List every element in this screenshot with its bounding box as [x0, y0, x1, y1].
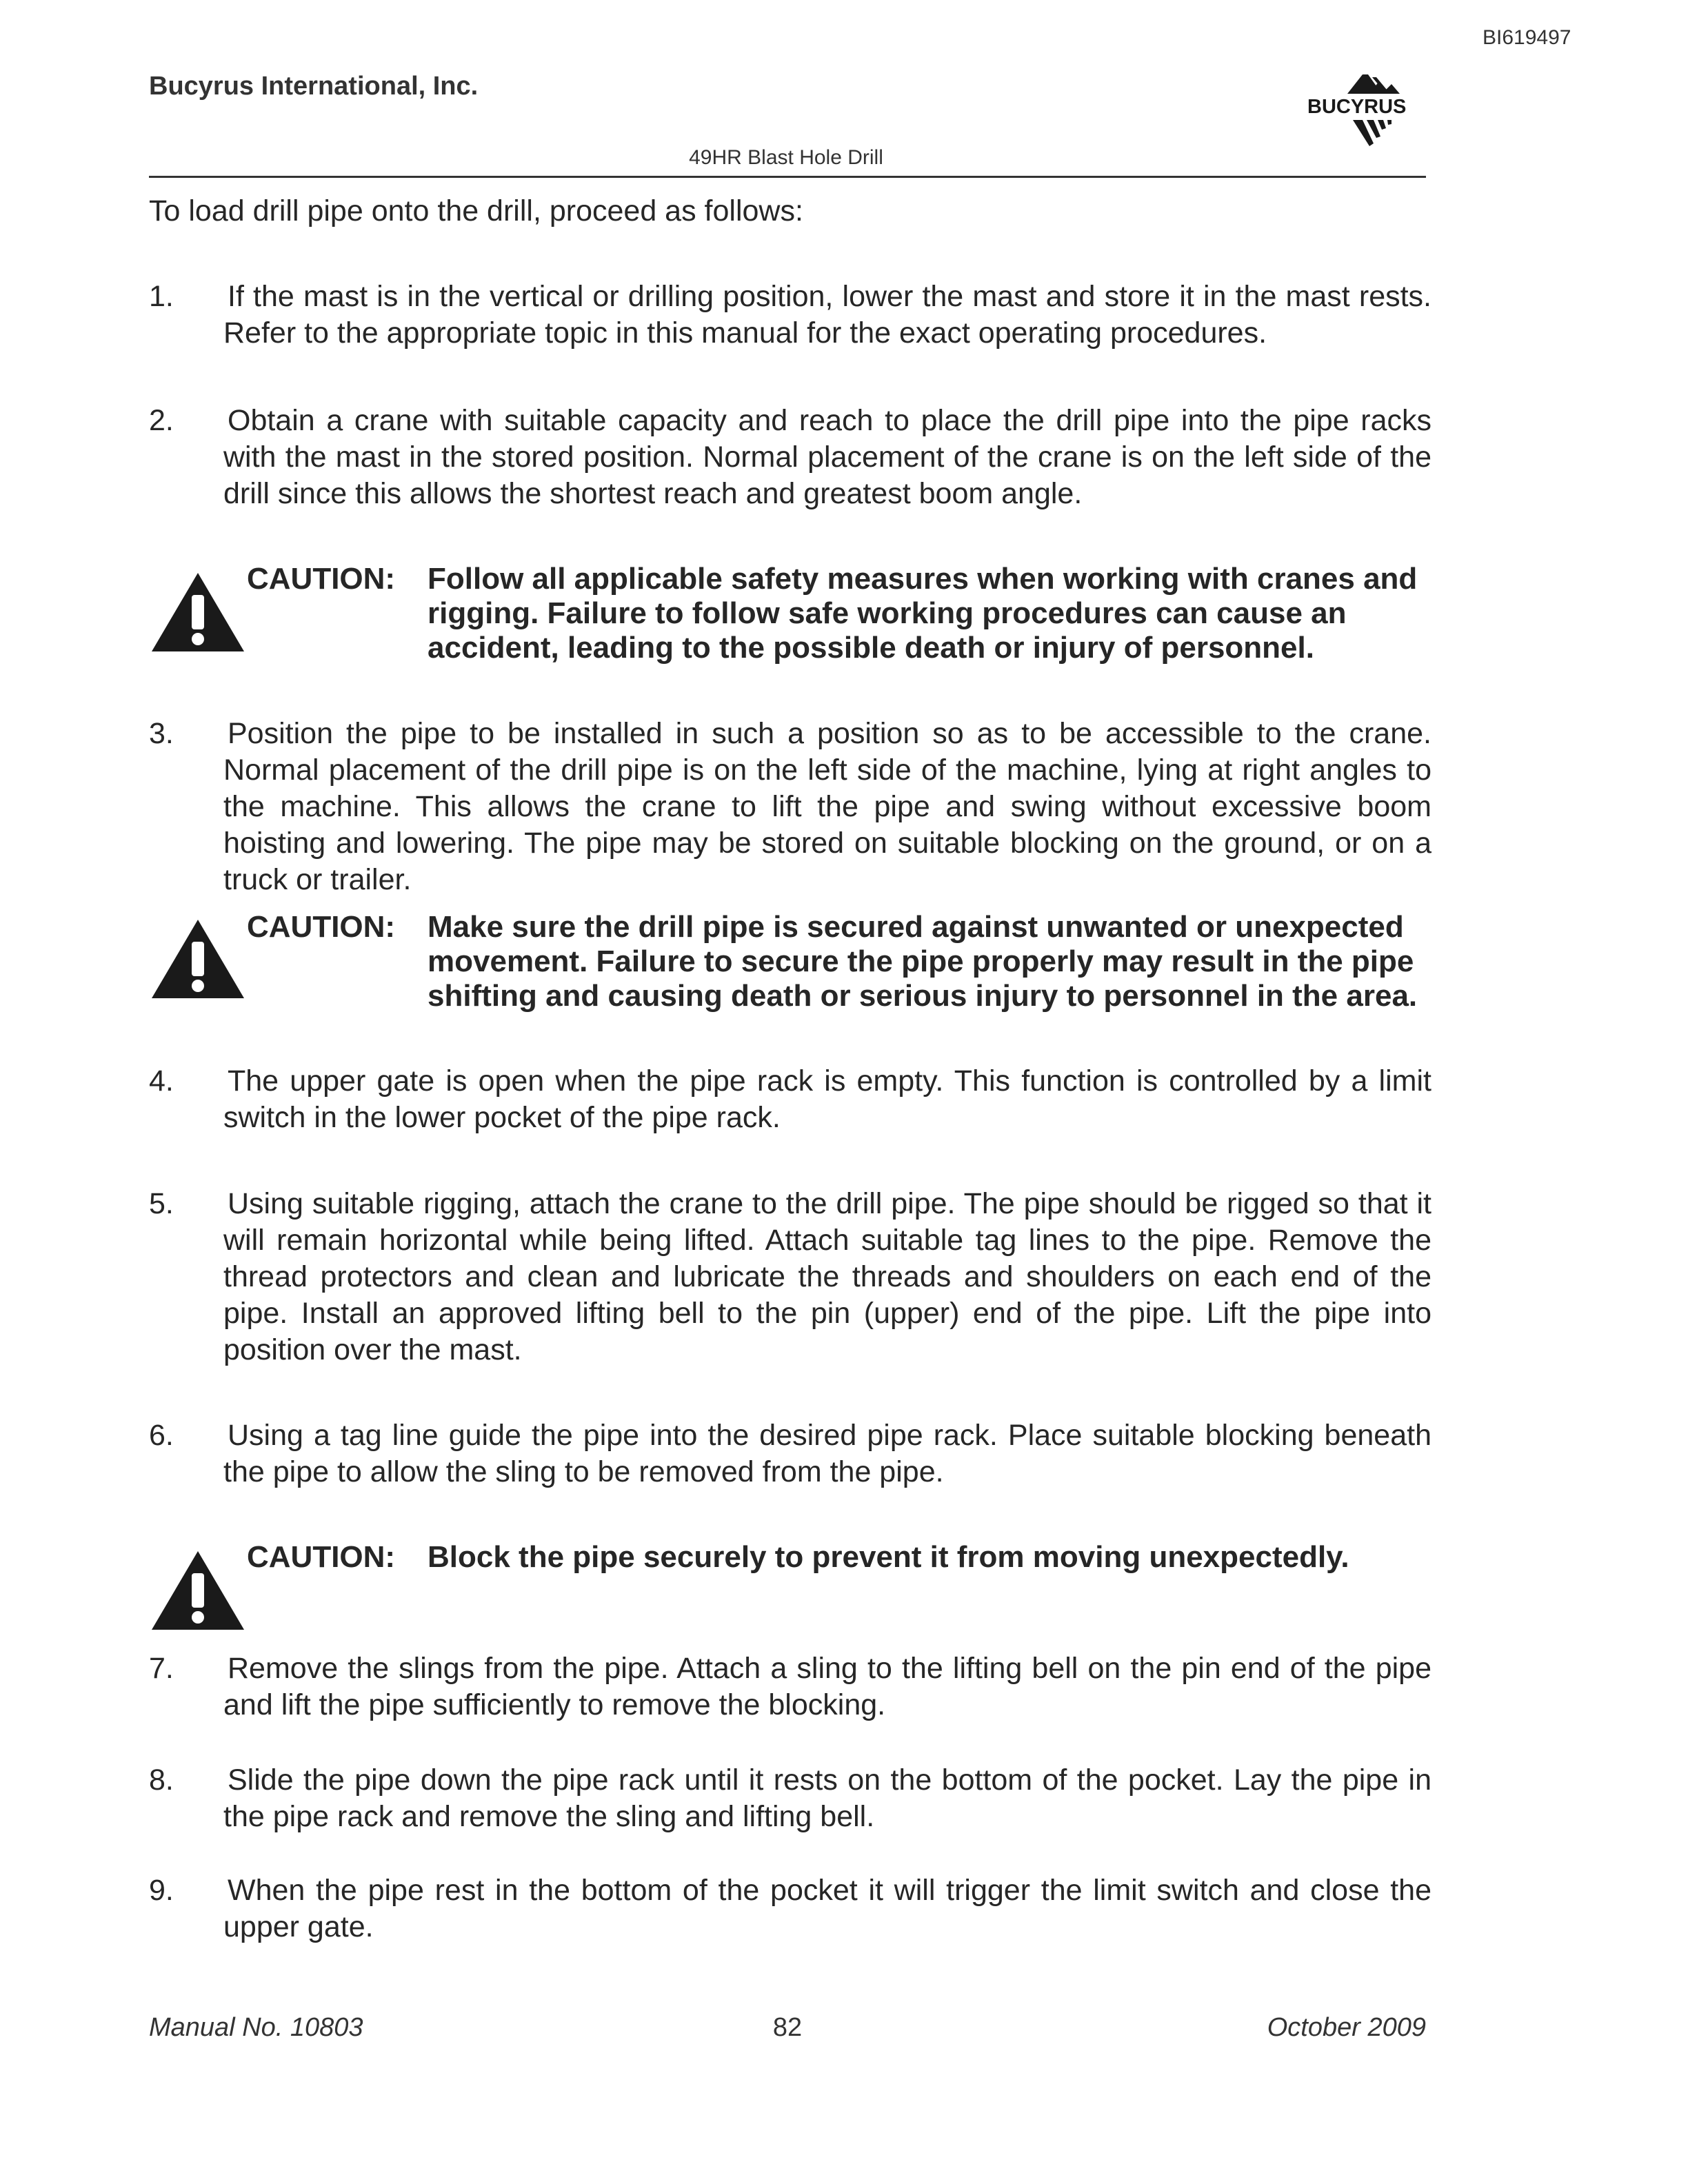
caution-text: Make sure the drill pipe is secured against unwanted or unexpected movement. Failure to secure the pipe properly may result in the pipe shifting and causing death or serious injury to personnel in the area.: [428, 910, 1418, 1013]
step-number: 5.: [149, 1187, 174, 1220]
warning-triangle-icon: [149, 916, 247, 1002]
step-4: [149, 1063, 1431, 1136]
step-7: [149, 1650, 1431, 1723]
step-5: [149, 1186, 1431, 1368]
step-1: [149, 279, 1431, 352]
step-number: 6.: [149, 1419, 174, 1452]
warning-triangle-icon: [149, 1547, 247, 1634]
step-number: 2.: [149, 404, 174, 437]
step-text: Using suitable rigging, attach the crane to the drill pipe. The pipe should be rigged so that it will remain horizontal while being lifted. Attach suitable tag lines to the pipe. Remove the thread protectors and clean and lubricate the threads and shoulders on each end of the pipe. Install an approved lifting bell to the pin (upper) end of the pipe. Lift the pipe into position over the mast.: [223, 1187, 1431, 1366]
company-name: Bucyrus International, Inc.: [149, 72, 479, 101]
caution-label: CAUTION:: [247, 910, 396, 944]
step-text: Slide the pipe down the pipe rack until it rests on the bottom of the pocket. Lay the pipe in the pipe rack and remove the sling and lifting bell.: [223, 1763, 1431, 1833]
caution-block-3: [149, 1540, 1431, 1575]
step-text: Remove the slings from the pipe. Attach a sling to the lifting bell on the pin end of the pipe and lift the pipe sufficiently to remove the blocking.: [223, 1652, 1431, 1721]
step-text: Using a tag line guide the pipe into the desired pipe rack. Place suitable blocking beneath the pipe to allow the sling to be removed from the pipe.: [223, 1419, 1431, 1488]
step-number: 8.: [149, 1763, 174, 1797]
step-number: 3.: [149, 717, 174, 750]
intro-paragraph: To load drill pipe onto the drill, proceed as follows:: [149, 194, 803, 228]
step-number: 4.: [149, 1064, 174, 1098]
step-number: 9.: [149, 1874, 174, 1907]
logo-text: BUCYRUS: [1307, 96, 1407, 118]
step-6: [149, 1417, 1431, 1490]
caution-label: CAUTION:: [247, 1540, 396, 1574]
step-2: [149, 403, 1431, 512]
step-3: [149, 716, 1431, 898]
step-number: 7.: [149, 1652, 174, 1685]
manual-number: Manual No. 10803: [149, 2013, 363, 2042]
step-text: The upper gate is open when the pipe rack is empty. This function is controlled by a limit switch in the lower pocket of the pipe rack.: [223, 1064, 1431, 1134]
caution-block-1: [149, 562, 1431, 665]
publication-date: October 2009: [1267, 2013, 1426, 2042]
caution-label: CAUTION:: [247, 562, 396, 596]
step-number: 1.: [149, 280, 174, 313]
step-text: Obtain a crane with suitable capacity and reach to place the drill pipe into the pipe racks with the mast in the stored position. Normal placement of the crane is on the left side of the drill since this allows the shortest reach and greatest boom angle.: [223, 404, 1431, 510]
step-9: [149, 1872, 1431, 1945]
step-text: Position the pipe to be installed in such a position so as to be accessible to the crane. Normal placement of the drill pipe is on the left side of the machine, lying at right angles to the machine. This allows the crane to lift the pipe and swing without excessive boom hoisting and lowering. The pipe may be stored on suitable blocking on the ground, or on a truck or trailer.: [223, 717, 1431, 896]
step-8: [149, 1762, 1431, 1835]
warning-triangle-icon: [149, 569, 247, 656]
caution-text: Block the pipe securely to prevent it from moving unexpectedly.: [428, 1540, 1349, 1574]
document-id: BI619497: [1483, 26, 1571, 49]
bucyrus-logo: [1305, 69, 1433, 150]
caution-text: Follow all applicable safety measures when working with cranes and rigging. Failure to follow safe working procedures can cause an accident, leading to the possible death or injury of personnel.: [428, 562, 1418, 665]
caution-block-2: [149, 910, 1431, 1013]
step-text: If the mast is in the vertical or drilling position, lower the mast and store it in the mast rests. Refer to the appropriate topic in this manual for the exact operating procedures.: [223, 280, 1431, 350]
step-text: When the pipe rest in the bottom of the pocket it will trigger the limit switch and close the upper gate.: [223, 1874, 1431, 1943]
header-divider: [149, 176, 1426, 178]
page-number: 82: [772, 2013, 803, 2042]
document-subtitle: 49HR Blast Hole Drill: [689, 146, 883, 169]
